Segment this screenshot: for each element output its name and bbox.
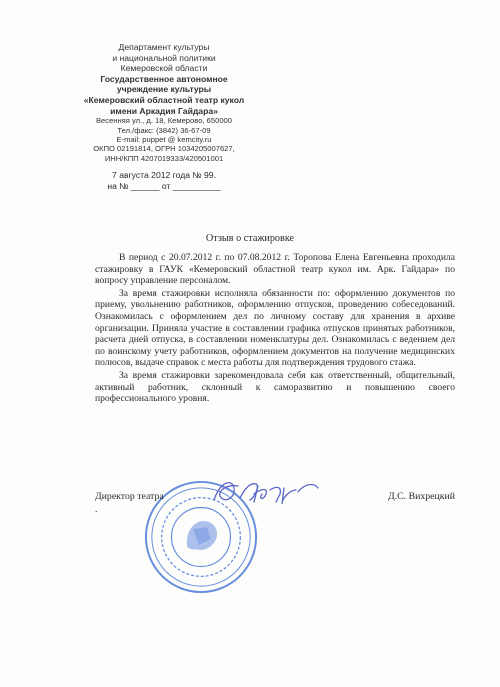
body-paragraph: За время стажировки исполняла обязанности по: оформлению документов по приему, увольнению работников, оформлению отпусков, проведению собеседований. Ознакомилась с оформлением дел по личному составу для хранения в архиве организации. Приняла участие в составлении графика отпусков принятых работников, расчета дней отпуска, в составлении номенклатуры дел. Ознакомилась с ведением дел по воинскому учету работников, оформлением документов на получение медицинских полюсов, выдаче справок с места работы для подтверждения трудового стажа.: [95, 287, 455, 369]
document-date: 7 августа 2012 года № 99.: [112, 170, 216, 180]
letterhead-org-line: «Кемеровский областной театр кукол: [83, 94, 245, 105]
letterhead-codes: ИНН/КПП 4207019333/420501001: [104, 153, 224, 163]
document-date-number: [58, 170, 270, 192]
signature-dot: .: [95, 504, 98, 515]
letterhead-phone: Тел./факс: (3842) 36-67-09: [117, 125, 211, 135]
letterhead-org-line: Государственное автономное: [100, 73, 228, 84]
letterhead-email: E-mail: puppet @ kemcity.ru: [116, 134, 212, 144]
letterhead-org-line: имени Аркадия Гайдара»: [110, 105, 218, 116]
letterhead: [58, 42, 270, 163]
letterhead-line: и национальной политики: [112, 52, 216, 63]
signatory-name: Д.С. Вихрецкий: [388, 491, 455, 502]
body-paragraph: В период с 20.07.2012 г. по 07.08.2012 г. Торопова Елена Евгеньевна проходила стажировку в ГАУК «Кемеровский областной театр кукол им. Арк. Гайдара» по вопросу управление персоналом.: [95, 252, 455, 287]
document-body: [95, 252, 455, 406]
handwritten-signature: [210, 472, 325, 512]
letterhead-address: Весенняя ул., д. 18, Кемерово, 650000: [95, 116, 232, 126]
letterhead-codes: ОКПО 02191814, ОГРН 1034205007627,: [93, 144, 235, 154]
signatory-title: Директор театра: [95, 491, 164, 502]
body-paragraph: За время стажировки зарекомендовала себя как ответственный, общительный, активный работник, склонный к саморазвитию и повышению своего профессионального уровня.: [95, 369, 455, 405]
letterhead-line: Кемеровской области: [120, 63, 208, 74]
letterhead-line: Департамент культуры: [118, 42, 210, 52]
reference-number: на № ______ от __________: [107, 181, 221, 191]
document-title: Отзыв о стажировке: [205, 233, 295, 244]
letterhead-org-line: учреждение культуры: [116, 84, 212, 95]
